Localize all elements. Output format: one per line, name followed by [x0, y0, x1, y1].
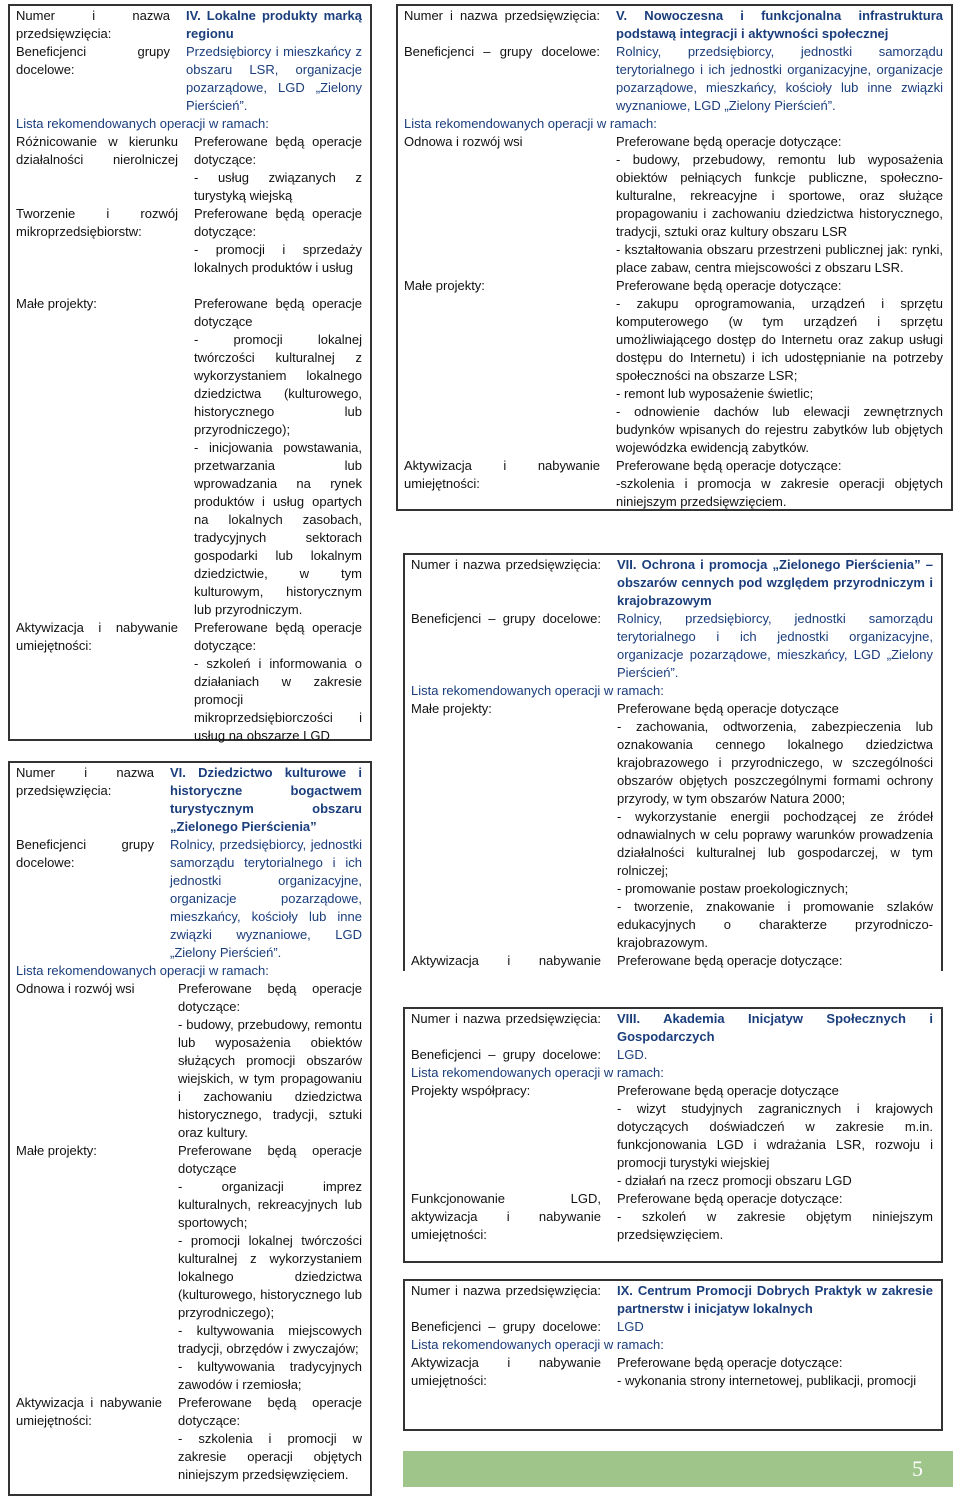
section-vii-box — [403, 553, 943, 971]
op-content: Preferowane będą operacje dotyczące: - szkoleń w zakresie objętym niniejszym przedsięwzięciem. — [617, 1191, 933, 1242]
label-beneficjenci: Beneficjenci – grupy docelowe: — [411, 1047, 601, 1062]
page-number: 5 — [403, 1451, 953, 1487]
op-content: Preferowane będą operacje dotyczące: - szkoleń i informowania o działaniach w zakresie promocji mikroprzedsiębiorczości i usług na obszarze LGD — [194, 620, 362, 743]
beneficjenci-value: Rolnicy, przedsiębiorcy, jednostki samorządu terytorialnego i ich jednostki organizacyjne, organizacje pozarządowe, mieszkańcy, kościoły lub inne związki wyznaniowe, LGD „Zielony Pierścień”. — [170, 837, 362, 960]
lista-heading: Lista rekomendowanych operacji w ramach: — [411, 1065, 664, 1080]
op-content: Preferowane będą operacje dotyczące - organizacji imprez kulturalnych, rekreacyjnych lub sportowych; - promocji lokalnej twórczości kulturalnej z wykorzystaniem lokalnego dziedzictwa (kulturowego, historycznego lub przyrodniczego); - kultywowania miejscowych tradycji, obrzędów i zwyczajów; - kultywowania tradycyjnych zawodów i rzemiosła; — [178, 1143, 362, 1392]
beneficjenci-value: Przedsiębiorcy i mieszkańcy z obszaru LSR, organizacje pozarządowe, LGD „Zielony Pierścień”. — [186, 44, 362, 113]
section-iv-box — [8, 4, 372, 741]
op-content: Preferowane będą operacje dotyczące: - wykonania strony internetowej, publikacji, promocji — [617, 1355, 917, 1388]
beneficjenci-value: Rolnicy, przedsiębiorcy, jednostki samorządu terytorialnego i ich jednostki organizacyjne, organizacje pozarządowe, mieszkańcy, LGD „Zielony Pierścień”. — [617, 611, 933, 680]
section-v-box — [396, 4, 953, 511]
label-beneficjenci: Beneficjenci grupy docelowe: — [16, 44, 170, 77]
op-content: Preferowane będą operacje dotyczące: — [617, 953, 843, 968]
beneficjenci-value: LGD — [617, 1319, 644, 1334]
op-label: Małe projekty: — [16, 296, 97, 311]
label-beneficjenci: Beneficjenci – grupy docelowe: — [404, 44, 600, 59]
op-label: Odnowa i rozwój wsi — [404, 134, 523, 149]
label-numer: Numer i nazwa przedsięwzięcia: — [404, 8, 600, 23]
label-numer: Numer i nazwa przedsięwzięcia: — [411, 1011, 601, 1026]
op-label: Projekty współpracy: — [411, 1083, 531, 1098]
op-content: Preferowane będą operacje dotyczące: - budowy, przebudowy, remontu lub wyposażenia obiektów służących promocji obszarów wiejskich, w tym propagowaniu i zachowaniu dziedzictwa historycznego, tradycji, sztuki oraz kultury. — [178, 981, 362, 1140]
section-title: IV. Lokalne produkty marką regionu — [186, 8, 362, 41]
op-content: Preferowane będą operacje dotyczące: -szkolenia i promocja w zakresie operacji objętych niniejszym przedsięwzięciem. — [616, 458, 943, 509]
label-beneficjenci: Beneficjenci grupy docelowe: — [16, 837, 154, 870]
label-beneficjenci: Beneficjenci – grupy docelowe: — [411, 611, 601, 626]
op-label: Funkcjonowanie LGD, aktywizacja i nabywanie umiejętności: — [411, 1191, 601, 1242]
op-content: Preferowane będą operacje dotyczące: - budowy, przebudowy, remontu lub wyposażenia obiektów pełniących funkcje publiczne, społeczno-kulturalne, rekreacyjne i sportowe, oraz służące propagowaniu i zachowaniu dziedzictwa historycznego, tradycji, sztuki oraz kultury obszaru LSR - kształtowania obszaru przestrzeni publicznej jak: rynki, place zabaw, centra miejscowości z obszaru LSR. — [616, 134, 943, 275]
op-content: Preferowane będą operacje dotyczące: - szkolenia i promocji w zakresie operacji objętych niniejszym przedsięwzięciem. — [178, 1395, 362, 1482]
section-ix-box — [403, 1279, 943, 1431]
op-label: Małe projekty: — [411, 701, 492, 716]
lista-heading: Lista rekomendowanych operacji w ramach: — [16, 116, 269, 131]
op-label: Małe projekty: — [16, 1143, 97, 1158]
op-label: Odnowa i rozwój wsi — [16, 981, 135, 996]
op-content: Preferowane będą operacje dotyczące: - promocji i sprzedaży lokalnych produktów i usług — [194, 206, 362, 275]
lista-heading: Lista rekomendowanych operacji w ramach: — [411, 1337, 664, 1352]
section-vi-box — [8, 761, 372, 1496]
op-label: Aktywizacja i nabywanie umiejętności: — [411, 1355, 601, 1388]
label-numer: Numer i nazwa przedsięwzięcia: — [16, 8, 170, 41]
op-label: Aktywizacja i nabywanie — [411, 953, 601, 968]
label-numer: Numer i nazwa przedsięwzięcia: — [16, 765, 154, 798]
op-label: Aktywizacja i nabywanie umiejętności: — [16, 1395, 162, 1428]
label-numer: Numer i nazwa przedsięwzięcia: — [411, 1283, 601, 1298]
lista-heading: Lista rekomendowanych operacji w ramach: — [411, 683, 664, 698]
section-title: VI. Dziedzictwo kulturowe i historyczne bogactwem turystycznym obszaru „Zielonego Pierścienia” — [170, 765, 362, 834]
op-content: Preferowane będą operacje dotyczące - wizyt studyjnych zagranicznych i krajowych dotyczących doświadczeń w zakresie m.in. funkcjonowania LGD i wdrażania LSR, rozwoju i promocji turystyki wiejskiej - działań na rzecz promocji obszaru LGD — [617, 1083, 933, 1188]
op-label: Małe projekty: — [404, 278, 485, 293]
op-label: Różnicowanie w kierunku działalności nierolniczej — [16, 134, 178, 167]
op-label: Aktywizacja i nabywanie umiejętności: — [404, 458, 600, 491]
op-content: Preferowane będą operacje dotyczące: - zakupu oprogramowania, urządzeń i sprzętu komputerowego (w tym urządzeń i sprzętu umożliwiającego dostęp do Internetu oraz zakup usługi dostępu do Internetu) i ich udostępnianie na potrzeby społeczności na obszarze LSR; - remont lub wyposażenie świetlic; - odnowienie dachów lub elewacji zewnętrznych budynków wpisanych do rejestru zabytków lub objętych wojewódzka ewidencją zabytków. — [616, 278, 943, 455]
section-title: VIII. Akademia Inicjatyw Społecznych i Gospodarczych — [617, 1011, 933, 1044]
section-title: IX. Centrum Promocji Dobrych Praktyk w zakresie partnerstw i inicjatyw lokalnych — [617, 1283, 933, 1316]
lista-heading: Lista rekomendowanych operacji w ramach: — [404, 116, 657, 131]
op-content: Preferowane będą operacje dotyczące: - usług związanych z turystyką wiejską — [194, 134, 362, 203]
op-content: Preferowane będą operacje dotyczące - promocji lokalnej twórczości kulturalnej z wykorzystaniem lokalnego dziedzictwa (kulturowego, historycznego lub przyrodniczego); - inicjowania powstawania, przetwarzania lub wprowadzania na rynek produktów i usług opartych na lokalnych zasobach, tradycyjnych sektorach gospodarki lub lokalnym dziedzictwie, w tym kulturowym, historycznym lub przyrodniczym. — [194, 296, 362, 617]
section-title: V. Nowoczesna i funkcjonalna infrastruktura podstawą integracji i aktywności społecznej — [616, 8, 943, 41]
beneficjenci-value: Rolnicy, przedsiębiorcy, jednostki samorządu terytorialnego i ich jednostki organizacyjne, organizacje pozarządowe, mieszkańcy, kościoły lub inne związki wyznaniowe, LGD „Zielony Pierścień”. — [616, 44, 943, 113]
section-viii-box — [403, 1007, 943, 1263]
op-content: Preferowane będą operacje dotyczące - zachowania, odtworzenia, zabezpieczenia lub oznakowania cennego lokalnego dziedzictwa krajobrazowego i przyrodniczego, w szczególności obszarów objętych poszczególnymi formami ochrony przyrody, w tym obszarów Natura 2000; - wykorzystanie energii pochodzącej ze źródeł odnawialnych w celu poprawy warunków prowadzenia działalności kulturalnej lub gospodarczej, w tym rolniczej; - promowanie postaw proekologicznych; - tworzenie, znakowanie i promowanie szlaków edukacyjnych o charakterze przyrodniczo-krajobrazowym. — [617, 701, 933, 950]
op-label: Aktywizacja i nabywanie umiejętności: — [16, 620, 178, 653]
section-title: VII. Ochrona i promocja „Zielonego Pierścienia” – obszarów cennych pod względem przyrodniczym i krajobrazowym — [617, 557, 933, 608]
op-label: Tworzenie i rozwój mikroprzedsiębiorstw: — [16, 206, 178, 239]
label-beneficjenci: Beneficjenci – grupy docelowe: — [411, 1319, 601, 1334]
lista-heading: Lista rekomendowanych operacji w ramach: — [16, 963, 269, 978]
label-numer: Numer i nazwa przedsięwzięcia: — [411, 557, 601, 572]
beneficjenci-value: LGD. — [617, 1047, 648, 1062]
